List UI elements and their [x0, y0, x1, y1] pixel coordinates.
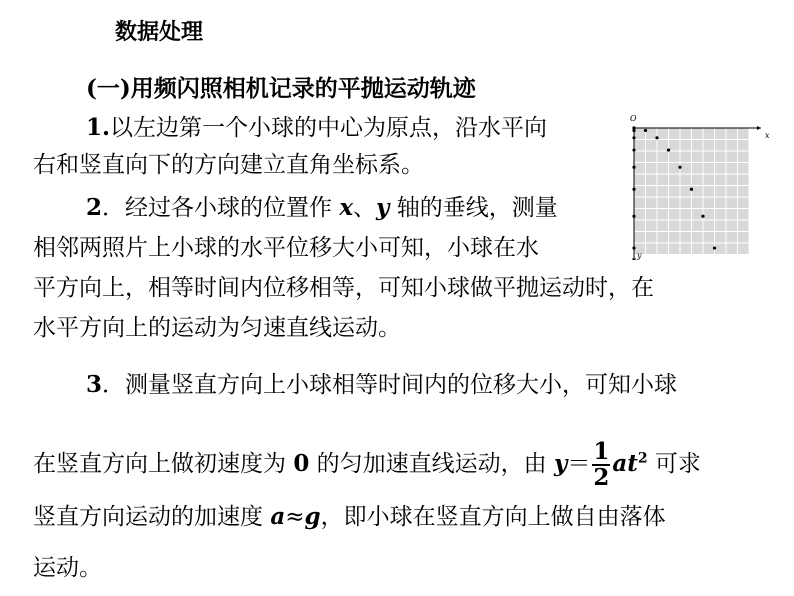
ball-point: [655, 136, 658, 139]
fraction: [592, 440, 610, 490]
item-number-1: 1.: [86, 114, 111, 141]
p3-text-3a: 竖直方向运动的加速度: [33, 504, 271, 530]
p1-text-1: 以左边第一个小球的中心为原点，沿水平向: [110, 115, 548, 141]
ball-projection-y: [632, 166, 635, 169]
paragraph-2-line-3: 平方向上，相等时间内位移相等，可知小球做平抛运动时，在: [33, 275, 654, 301]
eq-y: y: [553, 450, 568, 477]
x-symbol: x: [339, 194, 354, 221]
eq-exponent: 2: [637, 450, 648, 467]
origin-label: O: [630, 114, 637, 123]
paragraph-2-line-1: [86, 193, 558, 223]
paragraph-3-line-2: [33, 440, 701, 490]
ball-projection-y: [632, 129, 635, 132]
ball-point: [690, 188, 693, 191]
paragraph-3-line-1: [86, 370, 677, 400]
p3-text-2b: 的匀加速直线运动，由: [309, 451, 554, 477]
trajectory-figure: [622, 112, 772, 260]
paragraph-1-line-1: [86, 113, 547, 143]
g-symbol: g: [304, 503, 321, 530]
x-axis-arrow: [757, 126, 761, 130]
ball-point: [667, 148, 670, 151]
y-axis-arrow: [632, 259, 636, 261]
figure-grid: [634, 128, 749, 255]
x-axis-label: x: [765, 131, 770, 140]
approx-sign: ≈: [285, 504, 305, 530]
ball-point: [678, 166, 681, 169]
ball-projection-y: [632, 136, 635, 139]
ball-point: [713, 246, 716, 249]
eq-at: at: [612, 450, 638, 477]
paragraph-2-line-4: 水平方向上的运动为匀速直线运动。: [33, 315, 401, 341]
section-title: (一)用频闪照相机记录的平抛运动轨迹: [86, 75, 476, 102]
paragraph-3-line-3: [33, 502, 666, 532]
p2-text-b: 轴的垂线，测量: [389, 195, 558, 221]
ball-projection-y: [632, 148, 635, 151]
ball-projection-y: [632, 188, 635, 191]
item-number-2: 2: [86, 194, 103, 221]
zero-value: 0: [293, 450, 310, 477]
item-number-3: 3: [86, 371, 103, 398]
paragraph-3-line-4: 运动。: [33, 555, 102, 581]
fraction-denominator: 2: [593, 464, 610, 491]
paragraph-1-line-2: 右和竖直向下的方向建立直角坐标系。: [33, 152, 424, 178]
p3-text-2a: 在竖直方向上做初速度为: [33, 451, 294, 477]
p3-text-2c: 可求: [647, 451, 701, 477]
y-axis-label: y: [637, 251, 642, 260]
ball-projection-y: [632, 246, 635, 249]
p2-text-a: ．经过各小球的位置作: [102, 195, 340, 221]
fraction-numerator: 1: [593, 438, 610, 465]
p3-text-3b: ，即小球在竖直方向上做自由落体: [320, 504, 666, 530]
y-symbol: y: [376, 194, 390, 221]
page-heading: 数据处理: [115, 19, 204, 45]
ball-projection-y: [632, 215, 635, 218]
eq-sign: ＝: [567, 451, 591, 477]
ball-point: [644, 129, 647, 132]
a-symbol: a: [270, 503, 286, 530]
p2-sep: 、: [353, 195, 377, 221]
p3-text-1: ．测量竖直方向上小球相等时间内的位移大小，可知小球: [102, 372, 678, 398]
paragraph-2-line-2: 相邻两照片上小球的水平位移大小可知，小球在水: [33, 235, 539, 261]
ball-point: [701, 215, 704, 218]
